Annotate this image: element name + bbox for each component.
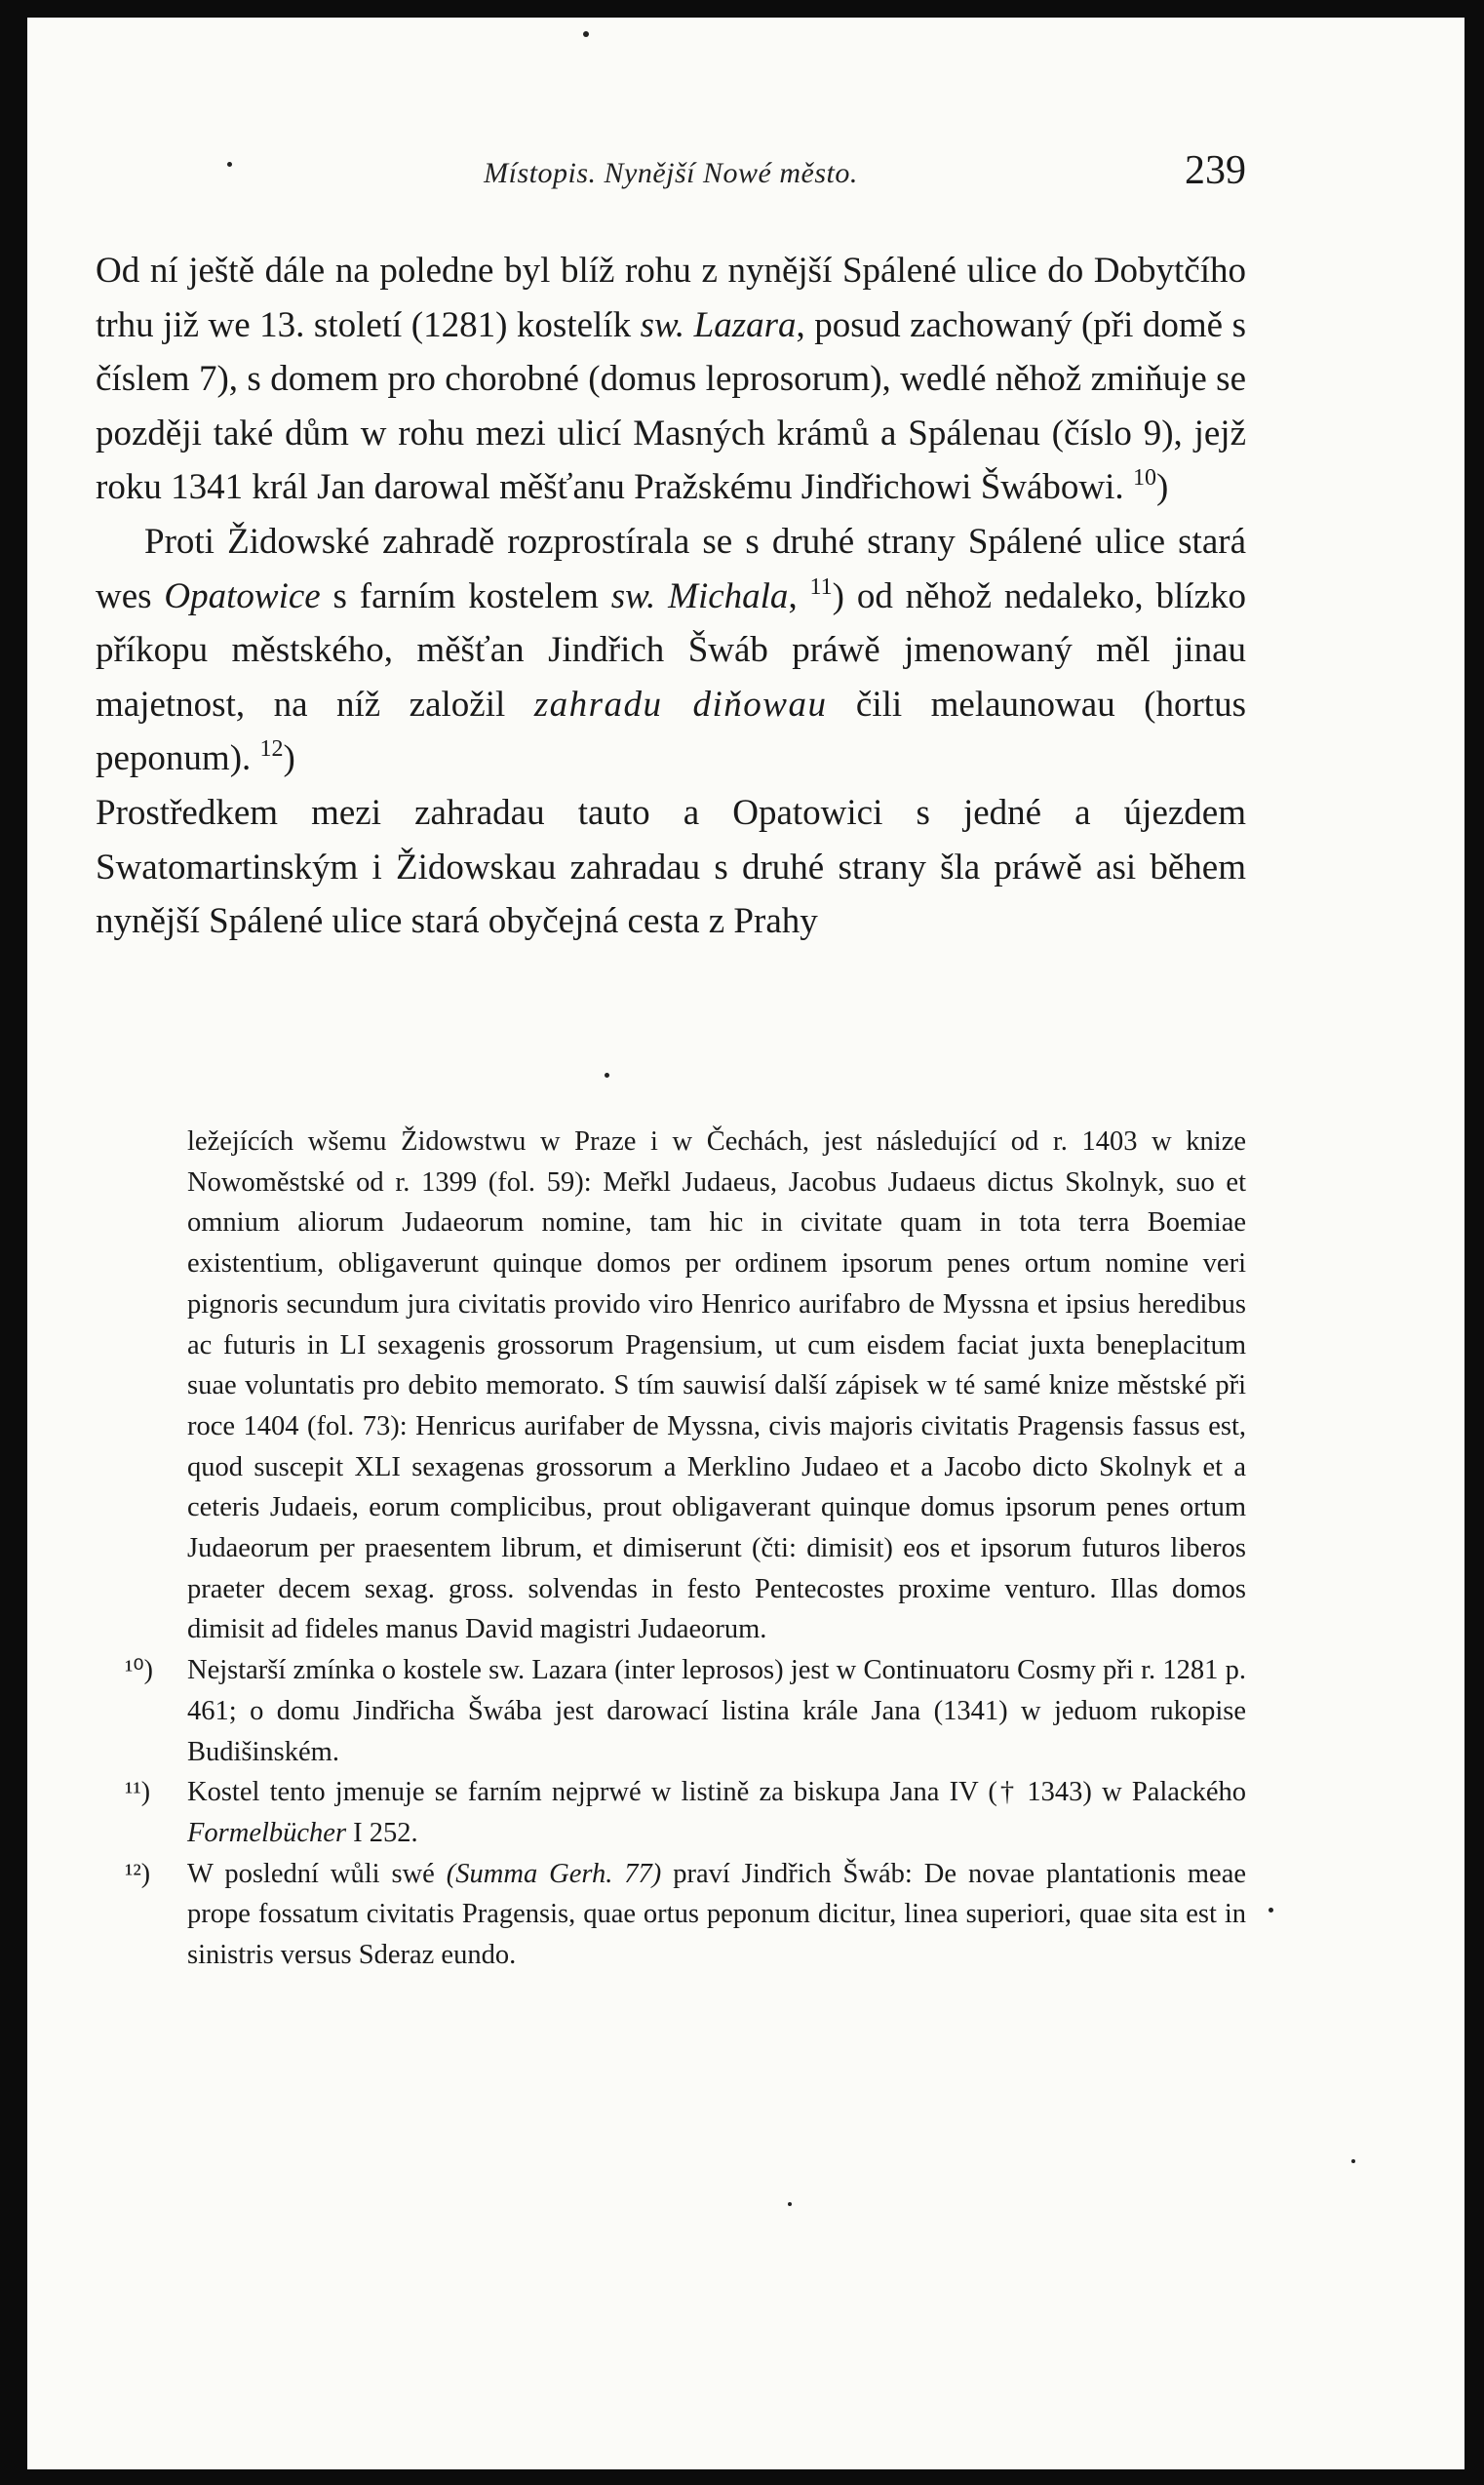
paragraph-2-italic-zahradu: zahradu diňowau: [533, 684, 828, 725]
footnote-ref-11[interactable]: 11: [809, 573, 833, 600]
running-head: [96, 139, 1246, 198]
footnote-11-marker: ¹¹): [125, 1777, 151, 1808]
footnote-12-marker: ¹²): [125, 1858, 151, 1889]
print-speck: [1351, 2159, 1355, 2163]
footnote-ref-10[interactable]: 10: [1132, 465, 1156, 492]
footnote-10-marker: ¹⁰): [125, 1655, 153, 1686]
print-speck: [788, 2202, 792, 2206]
paragraph-1-text-a: Od ní ještě dále na poledne byl blíž rohu z nynější Spálené ulice do Dobytčího trhu již we 13. století (1281) kostelík: [96, 251, 1246, 345]
footnote-continuation: ležejících wšemu Židowstwu w Praze i w Čechách, jest následující od r. 1403 w knize Nowoměstské od r. 1399 (fol. 59): Meřkl Judaeus, Jacobus Judaeus dictus Skolnyk, suo et omnium aliorum Judaeorum nomine, tam hic in civitate quam in tota terra Boemiae existentium, obligaverunt quinque domos per ordinem ipsorum penes ortum nomine veri pignoris secundum jura civitatis provido viro Henrico aurifabro de Myssna et ipsius heredibus ac futuris in LI sexagenis grossorum Pragensium, ut cum eisdem faciat juxta beneplacitum suae voluntatis pro debito memorato. S tím sauwisí další zápisek w té samé knize městské při roce 1404 (fol. 73): Henricus aurifaber de Myssna, civis majoris civitatis Pragensis fassus est, quod suscepit XLI sexagenas grossorum a Merklino Judaeo et a Jacobo dicto Skolnyk et a ceteris Judaeis, eorum complicibus, prout obligaverant quinque domus ipsorum penes ortum Judaeorum per praesentem librum, et dimiserunt (čti: dimisit) eos et ipsorum futuros liberos praeter decem sexag. gross. solvendas in festo Pentecostes proxime venturo. Illas domos dimisit ad fideles manus David magistri Judaeorum.: [187, 1126, 1246, 1645]
page: [27, 18, 1464, 2469]
footnote-12: [125, 1854, 1246, 1976]
footnotes: [125, 1122, 1246, 1976]
footnote-12-text-a: W poslední wůli swé: [187, 1858, 447, 1889]
paragraph-1-italic-lazara: sw. Lazara: [640, 304, 797, 345]
paragraph-2-text-e: čili melaunowau (hortus peponum).: [96, 684, 1246, 779]
paragraph-2-text-b: s farním kostelem: [320, 575, 611, 616]
paragraph-2-italic-michala: sw. Michala: [610, 575, 789, 616]
running-head-title: Místopis. Nynější Nowé město.: [484, 157, 858, 189]
paragraph-2-text-d: ) od něhož nedaleko, blízko příkopu městského, měšťan Jindřich Šwáb práwě jmenowaný měl jinau majetnost, na níž založil: [96, 575, 1246, 725]
page-number: 239: [1185, 148, 1246, 193]
footnote-11-text-c: I 252.: [346, 1817, 418, 1848]
footnote-10-text: Nejstarší zmínka o kostele sw. Lazara (inter leprosos) jest w Continuatoru Cosmy při r. 1281 p. 461; o domu Jindřicha Šwába jest darowací listina krále Jana (1341) w jeduom rukopise Budišinském.: [187, 1655, 1246, 1767]
main-text: [96, 244, 1246, 949]
print-speck: [583, 31, 589, 37]
print-speck: [605, 1073, 609, 1078]
paragraph-3: Prostředkem mezi zahradau tauto a Opatowici s jedné a újezdem Swatomartinským i Židowskau zahradau s druhé strany šla práwě asi během nynější Spálené ulice stará obyčejná cesta z Prahy: [96, 792, 1246, 942]
paragraph-2-text-a: Proti Židowské zahradě rozprostírala se s druhé strany Spálené ulice stará wes: [96, 521, 1246, 616]
footnote-11-italic: Formelbücher: [187, 1817, 347, 1848]
footnote-11: [125, 1772, 1246, 1853]
paragraph-2: [96, 515, 1246, 786]
print-speck: [1269, 1908, 1273, 1913]
print-speck: [227, 162, 232, 167]
footnote-10: [125, 1650, 1246, 1772]
paragraph-1-text-c: ): [1155, 467, 1169, 508]
footnote-ref-12[interactable]: 12: [259, 736, 284, 763]
footnote-12-text-c: praví Jindřich Šwáb: De novae plantationis meae prope fossatum civitatis Pragensis, quae ortus peponum dicitur, linea superiori, quae sita est in sinistris versus Sderaz eundo.: [187, 1858, 1247, 1971]
footnote-12-italic: (Summa Gerh. 77): [446, 1858, 662, 1889]
paragraph-2-text-f: ): [283, 738, 295, 779]
paragraph-1: [96, 244, 1246, 515]
paragraph-1-text-b: , posud zachowaný (při domě s číslem 7), s domem pro chorobné (domus leprosorum), wedlé něhož zmiňuje se později také dům w rohu mezi ulicí Masných krámů a Spálenau (číslo 9), jejž roku 1341 král Jan darowal měšťanu Pražskému Jindřichowi Šwábowi.: [96, 304, 1246, 508]
footnote-11-text-a: Kostel tento jmenuje se farním nejprwé w listině za biskupa Jana IV († 1343) w Palackého: [187, 1777, 1246, 1808]
paragraph-2-text-c: ,: [788, 575, 810, 616]
paragraph-2-italic-opatowice: Opatowice: [164, 575, 321, 616]
